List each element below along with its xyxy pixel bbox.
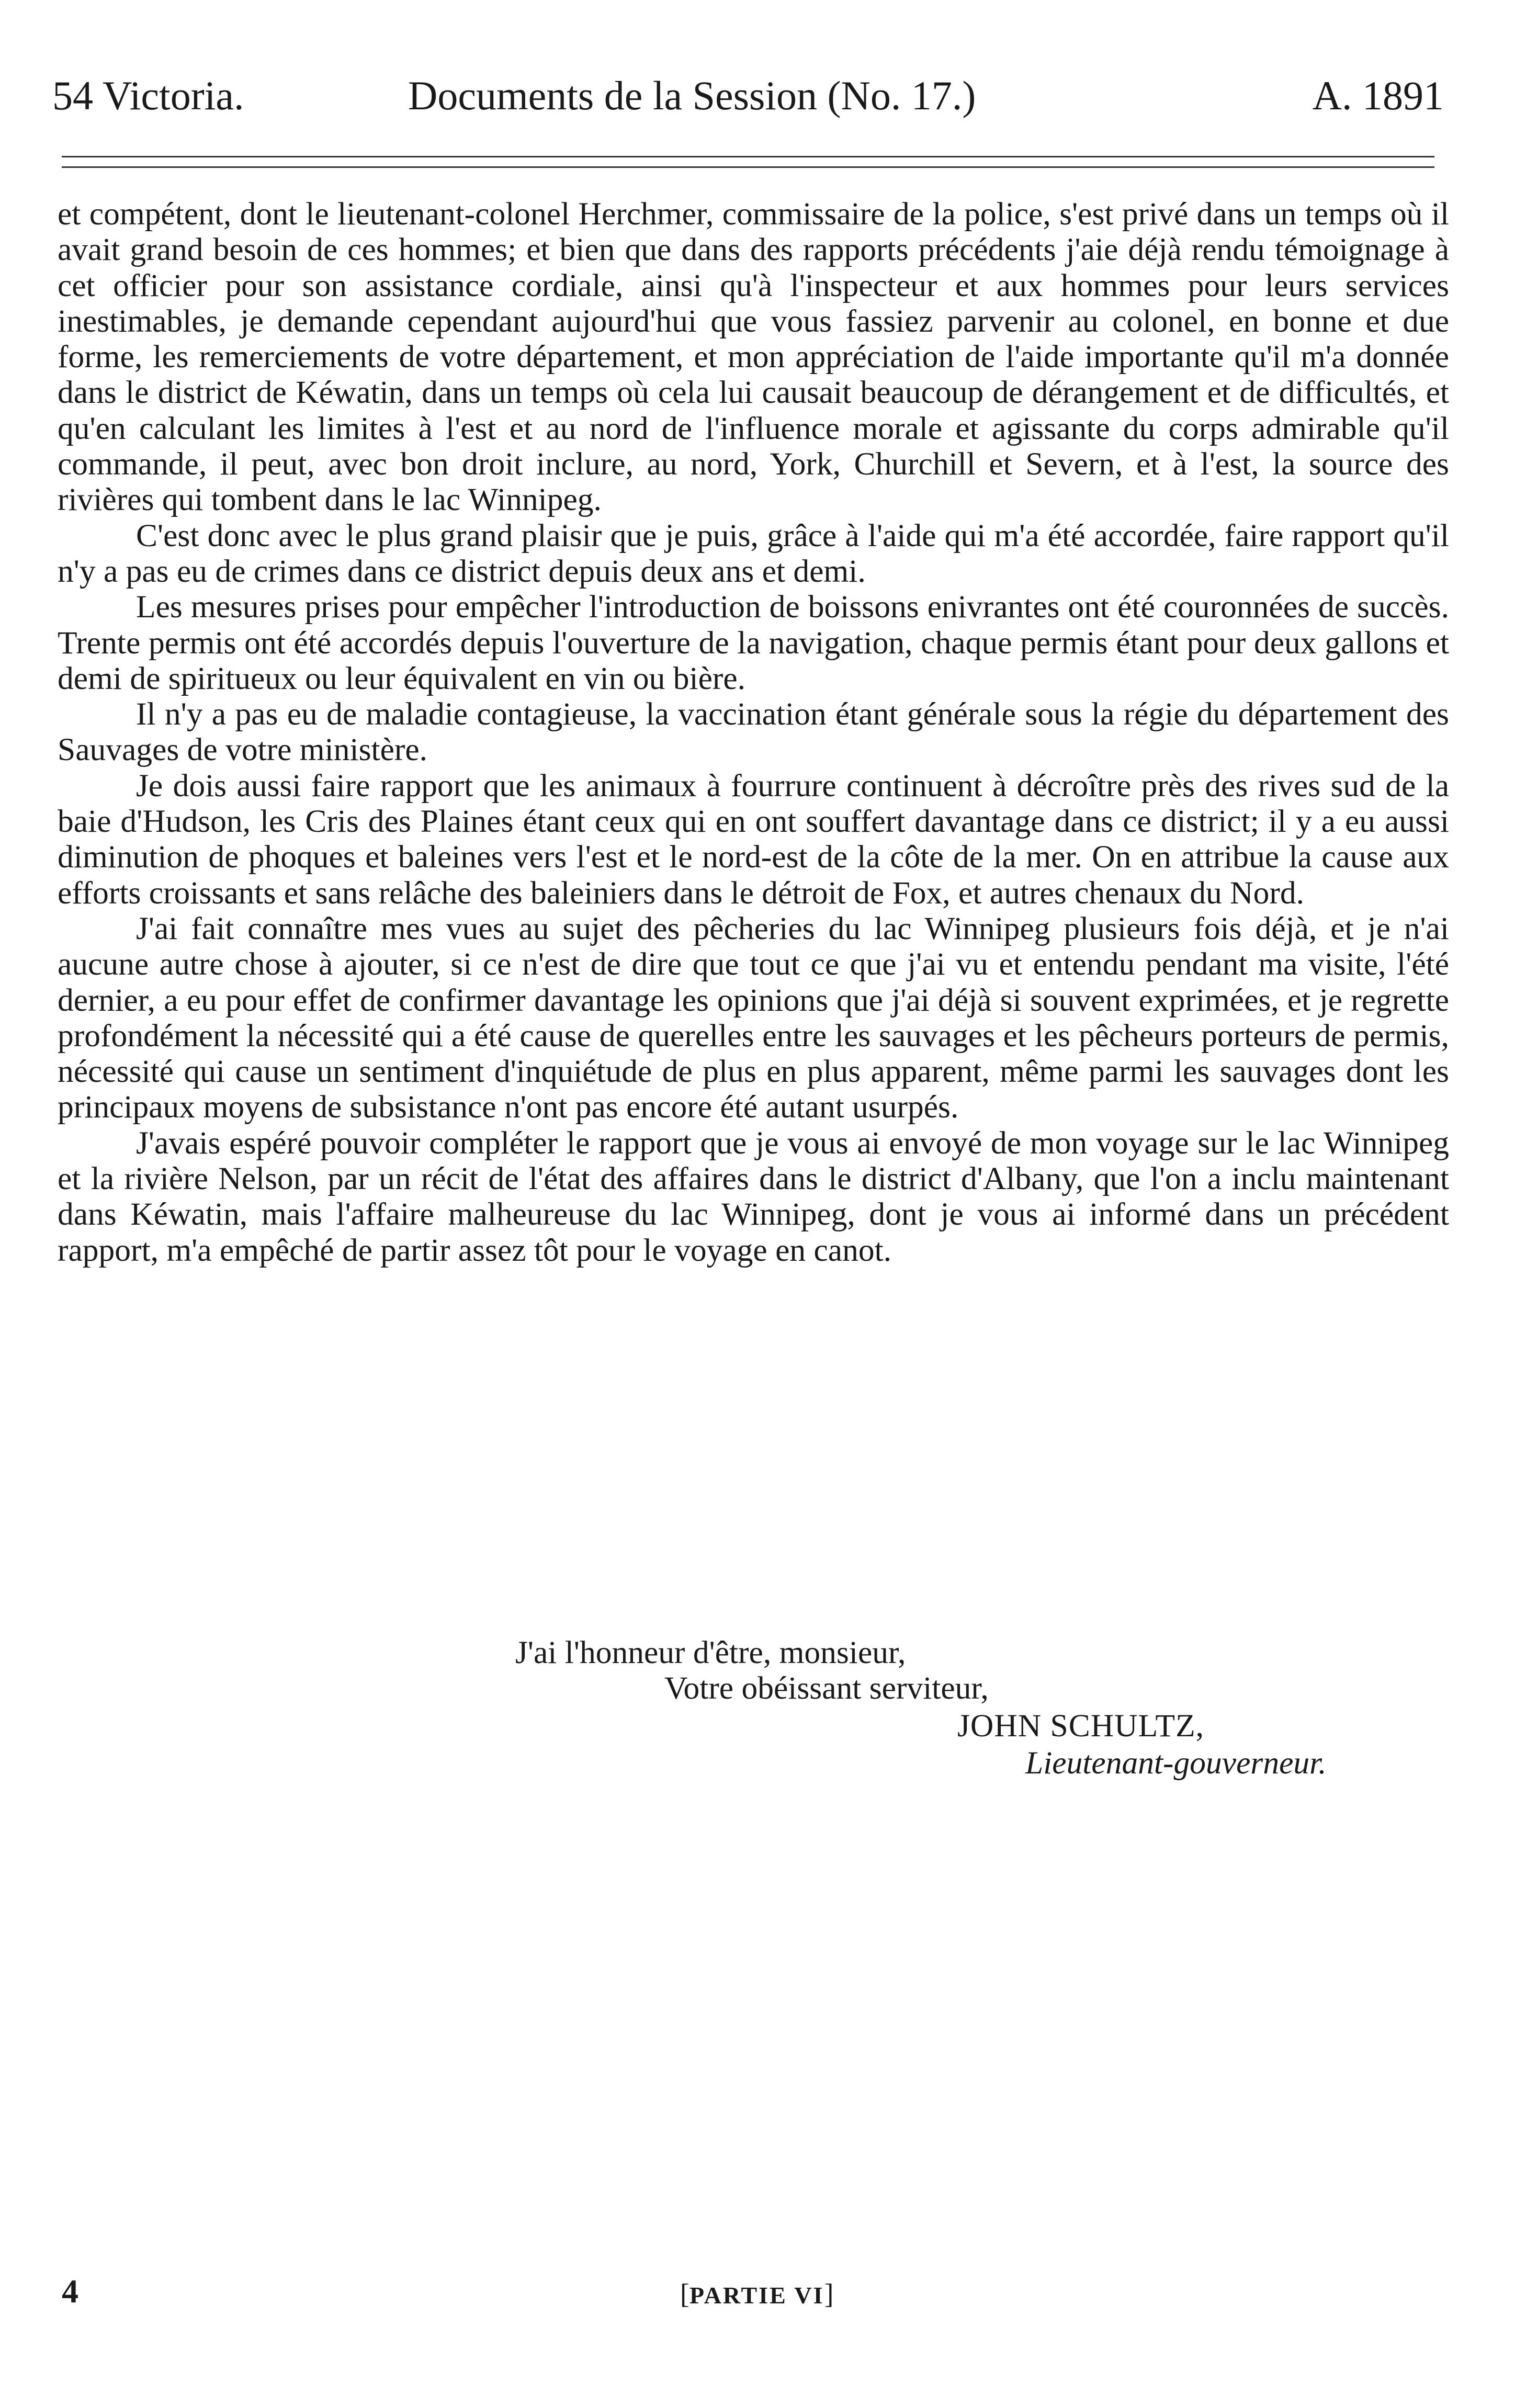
closing-servant: Votre obéissant serviteur, (664, 1670, 989, 1706)
header-session-volume: 54 Victoria. (52, 73, 244, 118)
header-document-title: Documents de la Session (No. 17.) (408, 73, 976, 118)
paragraph-liquor-permits: Les mesures prises pour empêcher l'introduction de boissons enivrantes ont été couronnées de succès. Trente permis ont été accordés depuis l'ouverture de la navigation, chaque permis étant pour deux gallons et demi de spiritueux ou leur équivalent en vin ou bière. (58, 589, 1449, 696)
footer-part-label (680, 2273, 834, 2316)
paragraph-crimes: C'est donc avec le plus grand plaisir que je puis, grâce à l'aide qui m'a été accordée, faire rapport qu'il n'y a pas eu de crimes dans ce district depuis deux ans et demi. (58, 517, 1449, 589)
paragraph-fur-animals: Je dois aussi faire rapport que les animaux à fourrure continuent à décroître près des rives sud de la baie d'Hudson, les Cris des Plaines étant ceux qui en ont souffert davantage dans ce district; il y a eu aussi diminution de phoques et baleines vers l'est et le nord-est de la côte de la mer. On en attribue la cause aux efforts croissants et sans relâche des baleiniers dans le détroit de Fox, et autres chenaux du Nord. (58, 767, 1449, 911)
footer-bracket-close: ] (824, 2278, 834, 2310)
footer-bracket-open: [ (680, 2278, 689, 2310)
header-year: A. 1891 (1312, 73, 1444, 118)
paragraph-vaccination: Il n'y a pas eu de maladie contagieuse, la vaccination étant générale sous la régie du département des Sauvages de votre ministère. (58, 696, 1449, 768)
closing-salutation: J'ai l'honneur d'être, monsieur, (515, 1635, 906, 1670)
signature-name: JOHN SCHULTZ, (957, 1708, 1205, 1744)
signature-title: Lieutenant-gouverneur. (1025, 1745, 1327, 1781)
page-header (52, 67, 1444, 125)
paragraph-voyage: J'avais espéré pouvoir compléter le rapport que je vous ai envoyé de mon voyage sur le lac Winnipeg et la rivière Nelson, par un récit de l'état des affaires dans le district d'Albany, que l'on a inclu maintenant dans Kéwatin, mais l'affaire malheureuse du lac Winnipeg, dont je vous ai informé dans un précédent rapport, m'a empêché de partir assez tôt pour le voyage en canot. (58, 1125, 1449, 1268)
page-number: 4 (62, 2273, 78, 2310)
footer-part-text: PARTIE VI (689, 2282, 824, 2309)
paragraph-fisheries: J'ai fait connaître mes vues au sujet des pêcheries du lac Winnipeg plusieurs fois déjà, et je n'ai aucune autre chose à ajouter, si ce n'est de dire que tout ce que j'ai vu et entendu pendant ma visite, l'été dernier, a eu pour effet de confirmer davantage les opinions que j'ai déjà si souvent exprimées, et je regrette profondément la nécessité qui a été cause de querelles entre les sauvages et les pêcheurs porteurs de permis, nécessité qui cause un sentiment d'inquiétude de plus en plus apparent, même parmi les sauvages dont les principaux moyens de subsistance n'ont pas encore été autant usurpés. (58, 910, 1449, 1125)
header-rule-top (62, 156, 1434, 157)
report-body (58, 196, 1449, 1268)
header-rule-bottom (62, 166, 1434, 168)
paragraph-continued: et compétent, dont le lieutenant-colonel Herchmer, commissaire de la police, s'est privé dans un temps où il avait grand besoin de ces hommes; et bien que dans des rapports précédents j'aie déjà rendu témoignage à cet officier pour son assistance cordiale, ainsi qu'à l'inspecteur et aux hommes pour leurs services inestimables, je demande cependant aujourd'hui que vous fassiez parvenir au colonel, en bonne et due forme, les remerciements de votre département, et mon appréciation de l'aide importante qu'il m'a donnée dans le district de Kéwatin, dans un temps où cela lui causait beaucoup de dérangement et de difficultés, et qu'en calculant les limites à l'est et au nord de l'influence morale et agissante du corps admirable qu'il commande, il peut, avec bon droit inclure, au nord, York, Churchill et Severn, et à l'est, la source des rivières qui tombent dans le lac Winnipeg. (58, 196, 1449, 518)
